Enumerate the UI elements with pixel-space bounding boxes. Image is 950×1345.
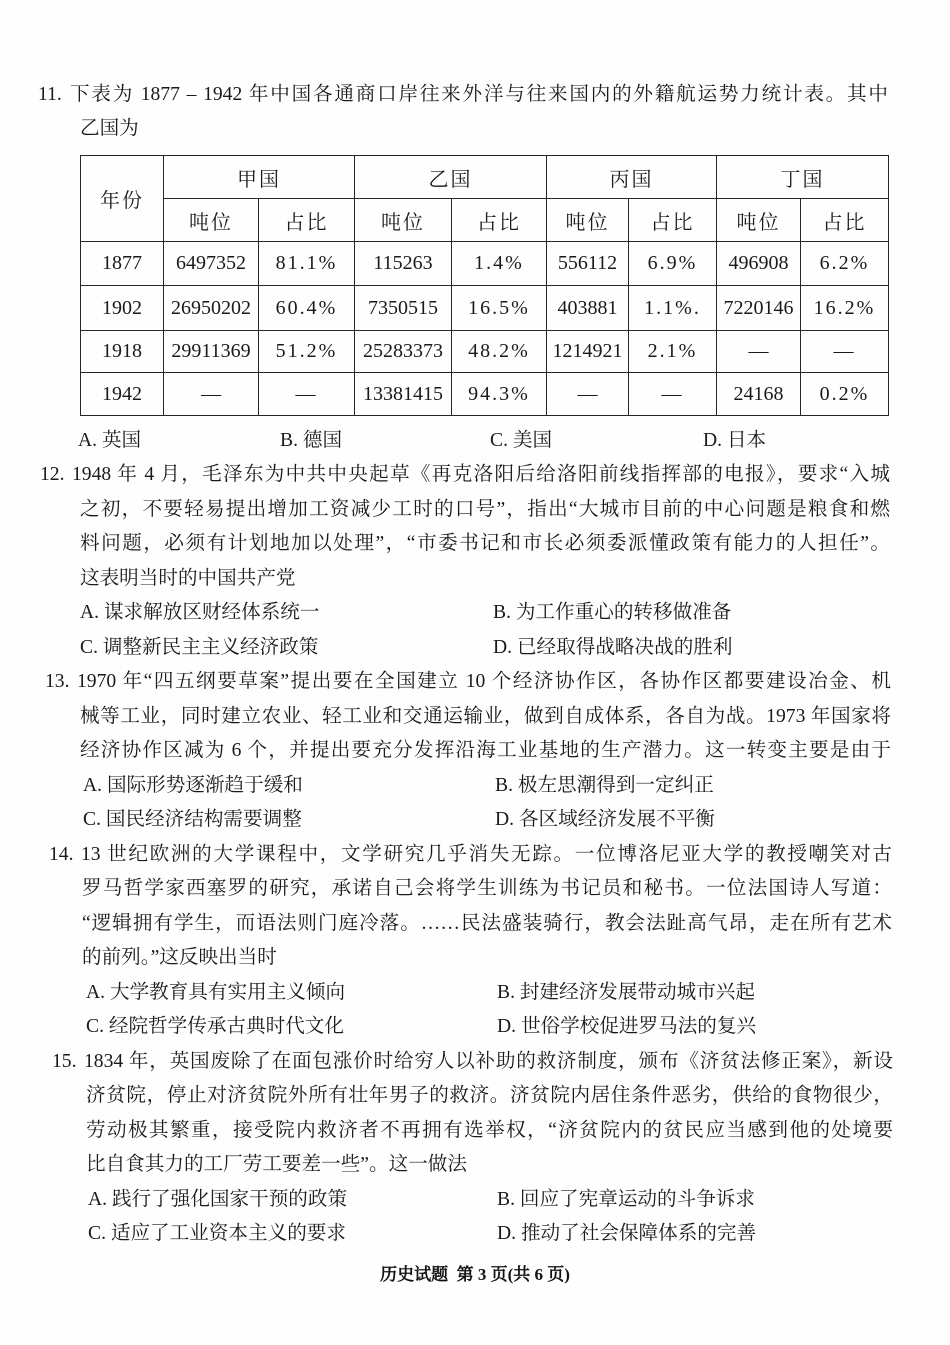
ding-share-cell: 6.2%: [801, 242, 889, 286]
question-list: [0, 78, 950, 1252]
tonnage-header: 吨位: [164, 199, 259, 242]
question-12: [0, 458, 950, 665]
jia-tonnage-cell: 29911369: [164, 331, 259, 373]
share-header: 占比: [801, 199, 889, 242]
option-d: D. 各区域经济发展不平衡: [495, 809, 715, 830]
bing-share-cell: 1.1%.: [629, 286, 717, 331]
shipping-statistics-table: [80, 155, 889, 416]
bing-share-cell: 6.9%: [629, 242, 717, 286]
question-stem-text: 的前列。”这反映出当时: [82, 947, 277, 968]
ding-tonnage-cell: 7220146: [717, 286, 801, 331]
yi-tonnage-cell: 115263: [355, 242, 452, 286]
option-b: B. 极左思潮得到一定纠正: [495, 774, 714, 796]
question-stem-text: 1970 年“四五纲要草案”提出要在全国建立 10 个经济协作区，各协作区都要建设冶金、机: [77, 671, 891, 692]
answer-options: [78, 424, 888, 459]
yi-tonnage-cell: 25283373: [355, 331, 452, 373]
yi-share-cell: 48.2%: [452, 331, 547, 373]
jia-tonnage-cell: 26950202: [164, 286, 259, 331]
bing-tonnage-cell: 556112: [547, 242, 629, 286]
question-stem-text: 料问题，必须有计划地加以处理”，“市委书记和市长必须委派懂政策有能力的人担任”。: [80, 533, 890, 554]
option-a: A. 英国: [78, 429, 142, 451]
question-15: [0, 1045, 950, 1252]
option-c: C. 调整新民主主义经济政策: [80, 636, 319, 658]
country-header-bing: 丙国: [547, 156, 717, 199]
year-cell: 1942: [81, 373, 164, 416]
page-footer: 历史试题 第 3 页(共 6 页): [380, 1265, 570, 1284]
option-c: C. 适应了工业资本主义的要求: [88, 1223, 346, 1244]
question-number: 13.: [45, 671, 70, 692]
bing-tonnage-cell: 1214921: [547, 331, 629, 373]
question-stem-text: 比自食其力的工厂劳工要差一些”。这一做法: [86, 1154, 467, 1175]
ding-share-cell: 0.2%: [801, 373, 889, 416]
year-cell: 1902: [81, 286, 164, 331]
jia-share-cell: 60.4%: [259, 286, 355, 331]
yi-tonnage-cell: 13381415: [355, 373, 452, 416]
question-first-line: [40, 458, 890, 493]
country-header-ding: 丁国: [717, 156, 889, 199]
country-header-jia: 甲国: [164, 156, 355, 199]
question-number: 11.: [38, 83, 62, 105]
option-a: A. 谋求解放区财经体系统一: [80, 602, 320, 623]
table-subheader-row: [81, 199, 889, 242]
jia-share-cell: 81.1%: [259, 242, 355, 286]
option-a: A. 践行了强化国家干预的政策: [88, 1188, 348, 1210]
question-stem-text: 劳动极其繁重，接受院内救济者不再拥有选举权，“济贫院内的贫民应当感到他的处境要: [86, 1119, 893, 1141]
bing-tonnage-cell: —: [547, 373, 629, 416]
yi-share-cell: 94.3%: [452, 373, 547, 416]
answer-options: [83, 769, 891, 838]
question-stem-text: 罗马哲学家西塞罗的研究，承诺自己会将学生训练为书记员和秘书。一位法国诗人写道：: [82, 878, 892, 899]
option-b: B. 为工作重心的转移做准备: [493, 602, 732, 623]
bing-tonnage-cell: 403881: [547, 286, 629, 331]
answer-options: [88, 1183, 893, 1252]
jia-tonnage-cell: 6497352: [164, 242, 259, 286]
ding-share-cell: —: [801, 331, 889, 373]
question-stem-text: 械等工业，同时建立农业、轻工业和交通运输业，做到自成体系，各自为战。1973 年国家将: [80, 705, 891, 727]
question-13: [0, 665, 950, 838]
option-c: C. 美国: [490, 429, 553, 451]
question-first-line: [45, 665, 891, 700]
question-first-line: [38, 78, 888, 113]
ding-tonnage-cell: 496908: [717, 242, 801, 286]
table-header-row: [81, 156, 889, 199]
tonnage-header: 吨位: [355, 199, 452, 242]
jia-share-cell: 51.2%: [259, 331, 355, 373]
option-c: C. 经院哲学传承古典时代文化: [86, 1016, 344, 1037]
tonnage-header: 吨位: [547, 199, 629, 242]
answer-options: [86, 976, 892, 1045]
year-cell: 1918: [81, 331, 164, 373]
question-stem-text: “逻辑拥有学生，而语法则门庭冷落。……民法盛装骑行，教会法趾高气昂，走在所有艺术: [82, 912, 892, 934]
year-column-header: 年份: [81, 156, 164, 242]
question-14: [0, 838, 950, 1045]
table-row: [81, 242, 889, 286]
year-cell: 1877: [81, 242, 164, 286]
option-d: D. 已经取得战略决战的胜利: [493, 636, 733, 658]
option-c: C. 国民经济结构需要调整: [83, 809, 302, 830]
question-stem-text: 济贫院，停止对济贫院外所有壮年男子的救济。济贫院内居住条件恶劣，供给的食物很少，: [86, 1085, 893, 1106]
option-d: D. 日本: [703, 429, 767, 451]
question-stem-text: 这表明当时的中国共产党: [80, 567, 296, 589]
yi-share-cell: 16.5%: [452, 286, 547, 331]
table-row: [81, 286, 889, 331]
option-b: B. 封建经济发展带动城市兴起: [497, 981, 755, 1003]
question-11: [0, 78, 950, 458]
question-first-line: [52, 1045, 893, 1080]
yi-share-cell: 1.4%: [452, 242, 547, 286]
question-number: 12.: [40, 464, 65, 485]
question-stem-text: 13 世纪欧洲的大学课程中，文学研究几乎消失无踪。一位博洛尼亚大学的教授嘲笑对古: [81, 843, 892, 865]
option-a: A. 大学教育具有实用主义倾向: [86, 981, 346, 1003]
bing-share-cell: 2.1%: [629, 331, 717, 373]
question-first-line: [49, 838, 892, 873]
option-d: D. 推动了社会保障体系的完善: [497, 1223, 757, 1244]
country-header-yi: 乙国: [355, 156, 547, 199]
question-stem-text: 下表为 1877 – 1942 年中国各通商口岸往来外洋与往来国内的外籍航运势力统计表。其中: [70, 83, 888, 105]
share-header: 占比: [259, 199, 355, 242]
shipping-table-container: [80, 155, 888, 415]
question-number: 15.: [52, 1050, 77, 1072]
question-stem-text: 1948 年 4 月，毛泽东为中共中央起草《再克洛阳后给洛阳前线指挥部的电报》，要求“入城: [72, 464, 890, 485]
table-row: [81, 373, 889, 416]
share-header: 占比: [452, 199, 547, 242]
jia-share-cell: —: [259, 373, 355, 416]
option-b: B. 德国: [280, 429, 343, 451]
question-stem-text: 乙国为: [80, 118, 139, 140]
table-row: [81, 331, 889, 373]
answer-options: [80, 596, 890, 665]
question-stem-text: 经济协作区减为 6 个，并提出要充分发挥沿海工业基地的生产潜力。这一转变主要是由于: [80, 740, 891, 761]
option-d: D. 世俗学校促进罗马法的复兴: [497, 1016, 757, 1037]
option-b: B. 回应了宪章运动的斗争诉求: [497, 1188, 755, 1210]
question-stem-text: 1834 年，英国废除了在面包涨价时给穷人以补助的救济制度，颁布《济贫法修正案》，新设: [84, 1050, 893, 1072]
jia-tonnage-cell: —: [164, 373, 259, 416]
yi-tonnage-cell: 7350515: [355, 286, 452, 331]
share-header: 占比: [629, 199, 717, 242]
option-a: A. 国际形势逐渐趋于缓和: [83, 774, 303, 796]
ding-share-cell: 16.2%: [801, 286, 889, 331]
ding-tonnage-cell: —: [717, 331, 801, 373]
bing-share-cell: —: [629, 373, 717, 416]
question-number: 14.: [49, 843, 74, 865]
question-stem-text: 之初，不要轻易提出增加工资减少工时的口号”，指出“大城市目前的中心问题是粮食和燃: [80, 498, 890, 520]
ding-tonnage-cell: 24168: [717, 373, 801, 416]
tonnage-header: 吨位: [717, 199, 801, 242]
